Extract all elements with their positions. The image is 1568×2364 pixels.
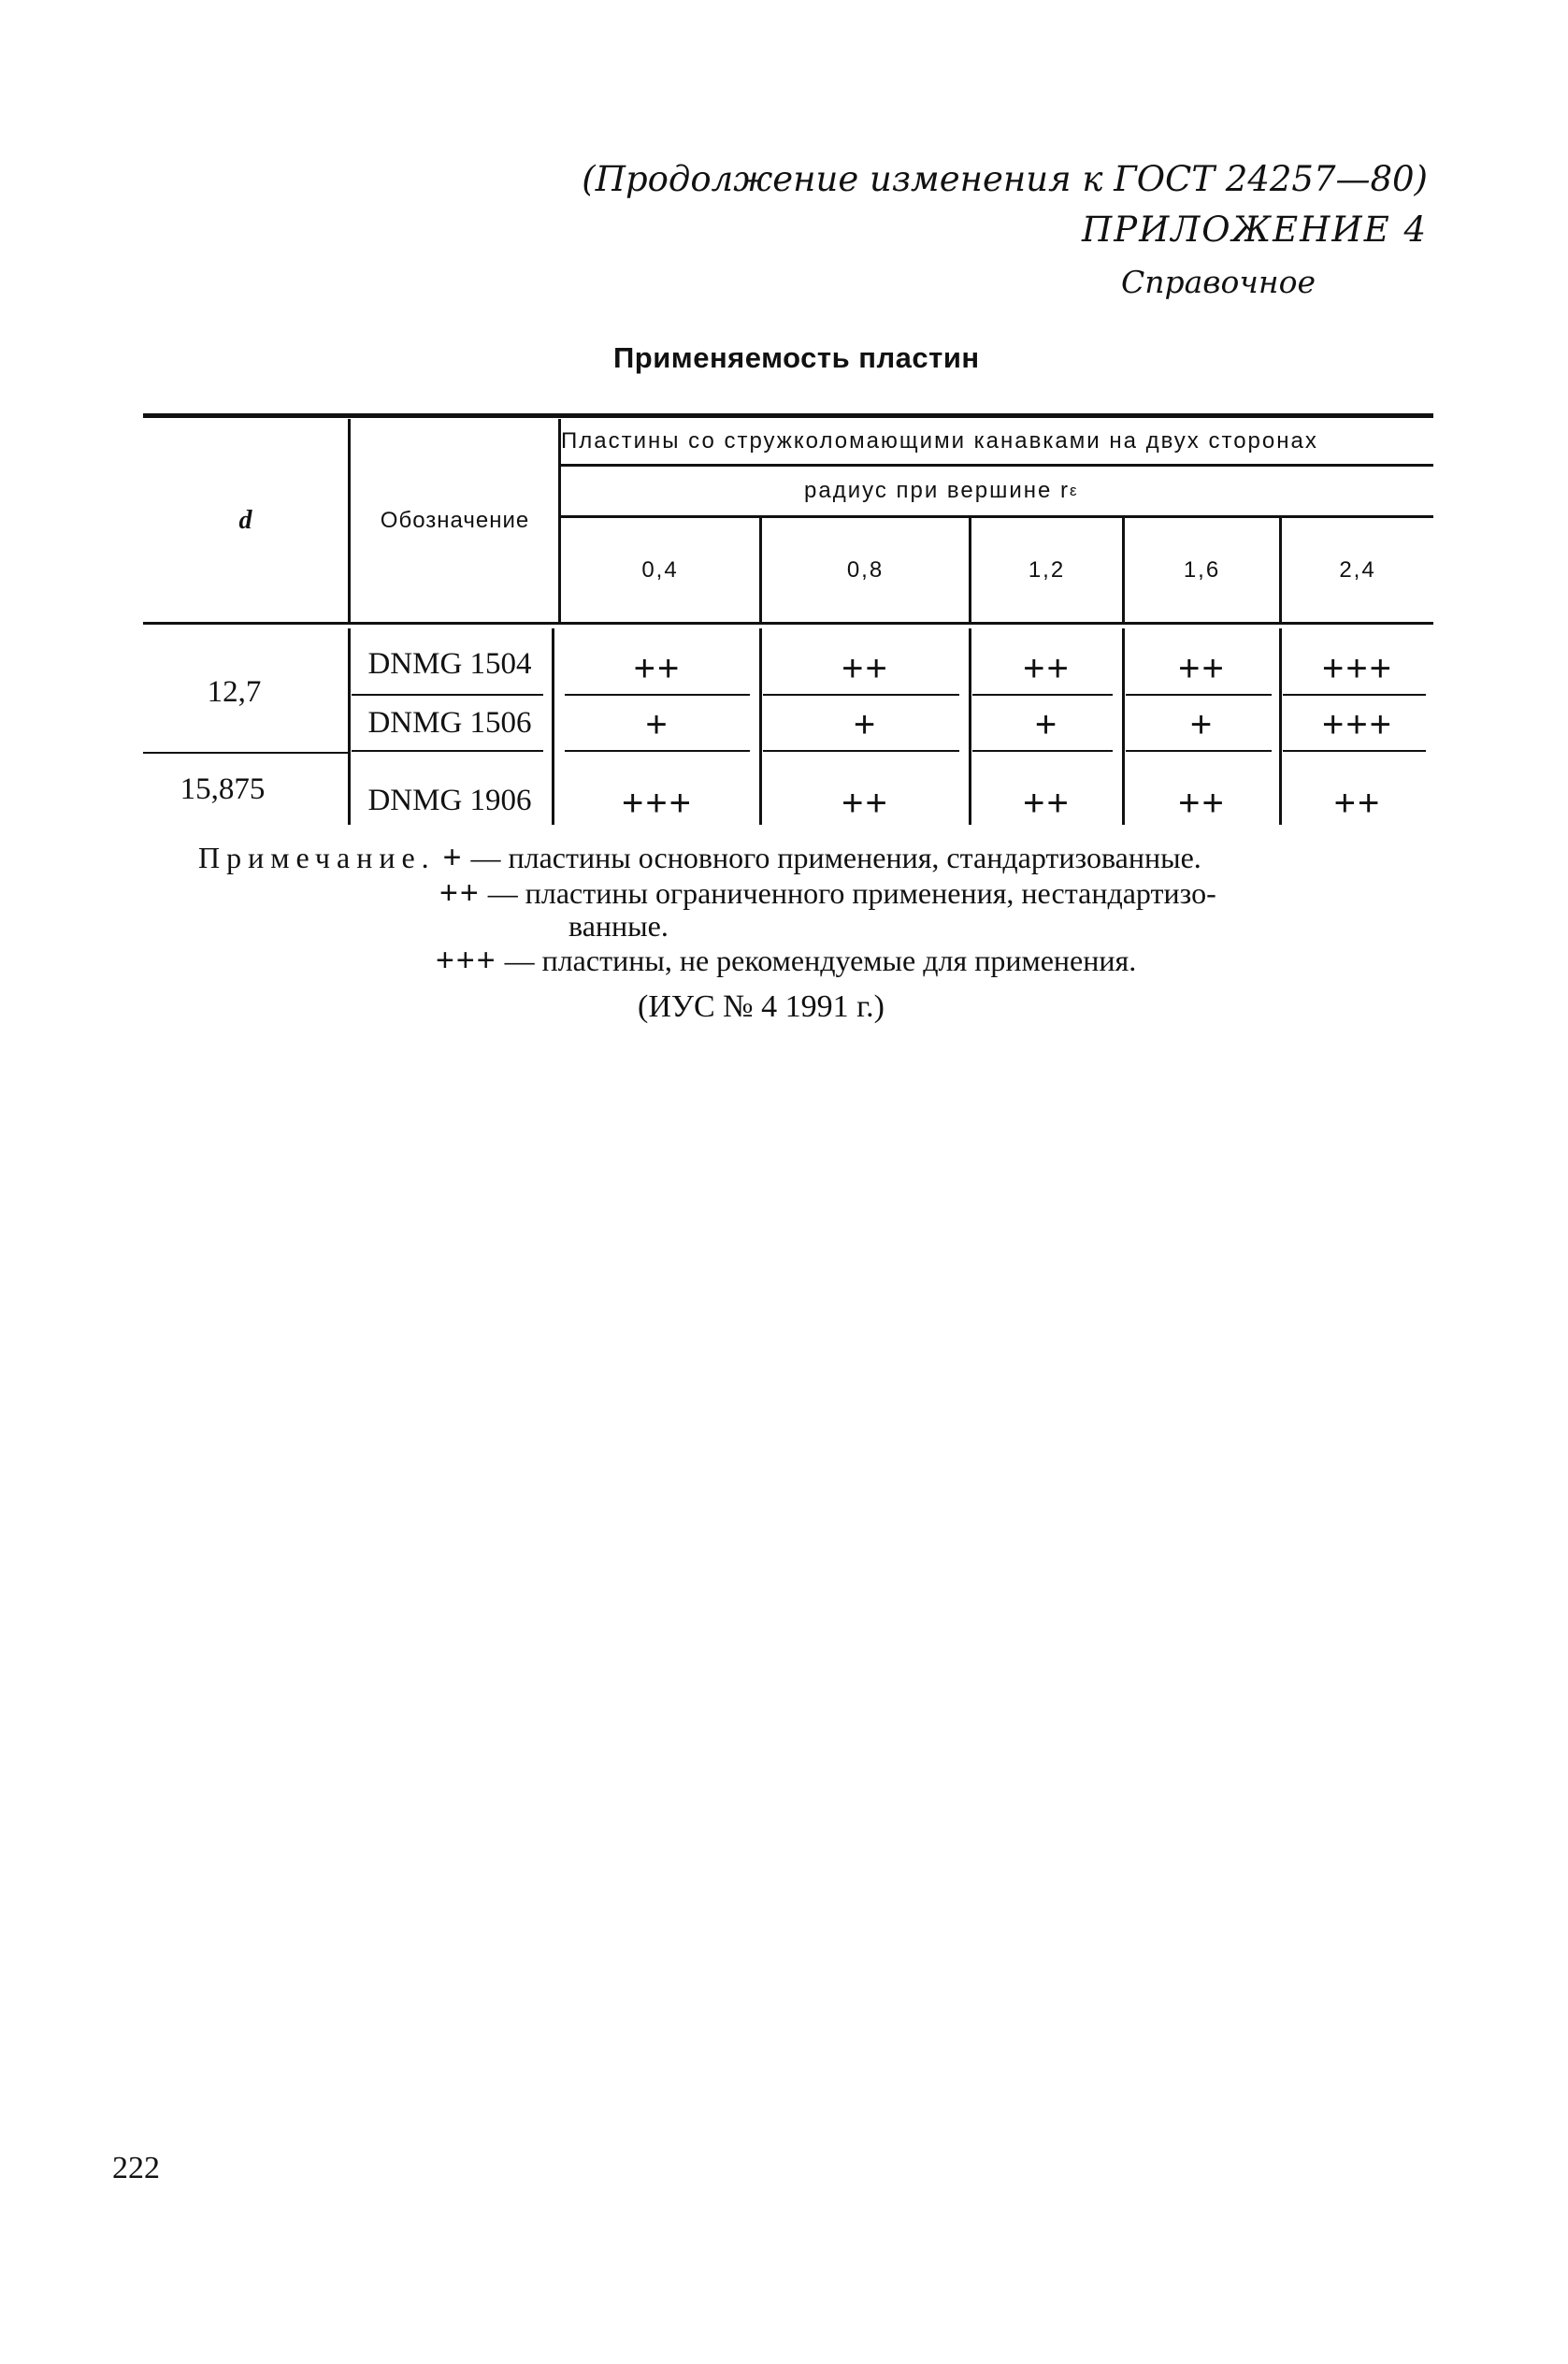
- mark-r3-c2: ++: [842, 782, 889, 824]
- note-line-1: [198, 840, 1201, 876]
- mark-r1-c1: ++: [633, 647, 682, 689]
- page-number: 222: [112, 2151, 160, 2185]
- radius-subscript: ε: [1070, 482, 1079, 499]
- mark-r2-c5: +++: [1321, 703, 1394, 745]
- mark-r2-c1: +: [645, 703, 669, 745]
- note-line-2: [439, 875, 1216, 912]
- mark-r2-c2: +: [853, 703, 878, 745]
- mark-r1-c3: ++: [1023, 647, 1071, 689]
- radius-col-2: 0,8: [846, 557, 885, 583]
- radius-header: [561, 467, 1459, 515]
- note-label: Примечание.: [198, 841, 436, 874]
- designation-row-1: DNMG 1504: [367, 646, 532, 681]
- designation-row-3: DNMG 1906: [367, 783, 532, 817]
- radius-col-3: 1,2: [1028, 557, 1066, 583]
- continuation-heading: (Продолжение изменения к ГОСТ 24257—80): [582, 159, 1428, 199]
- radius-label: радиус при вершине r: [804, 478, 1071, 503]
- table-title: Применяемость пластин: [613, 341, 980, 374]
- note-line-2-cont: ванные.: [568, 909, 669, 943]
- note-sym-1: +: [442, 840, 464, 875]
- note-source: (ИУС № 4 1991 г.): [638, 989, 885, 1024]
- mark-r1-c5: +++: [1321, 647, 1394, 689]
- mark-r1-c4: ++: [1178, 647, 1226, 689]
- note-line-3: [436, 943, 1136, 979]
- designation-row-2: DNMG 1506: [367, 705, 532, 740]
- mark-r3-c5: ++: [1333, 782, 1382, 824]
- radius-col-5: 2,4: [1339, 557, 1376, 583]
- mark-r2-c3: +: [1034, 703, 1059, 745]
- radius-col-1: 0,4: [641, 557, 679, 583]
- mark-r2-c4: +: [1189, 703, 1215, 745]
- note-text-2: — пластины ограниченного применения, нестандартизо-: [487, 876, 1216, 910]
- d-value-2: 15,875: [180, 771, 266, 806]
- d-value-1: 12,7: [207, 674, 262, 709]
- appendix-kind: Справочное: [1120, 264, 1316, 300]
- group-header: Пластины со стружколомающими канавками на двух сторонах: [561, 428, 1318, 454]
- appendix-heading: ПРИЛОЖЕНИЕ 4: [1081, 209, 1428, 250]
- mark-r3-c3: ++: [1023, 782, 1071, 824]
- note-text-1: — пластины основного применения, стандартизованные.: [470, 841, 1201, 874]
- note-text-3: — пластины, не рекомендуемые для применения.: [504, 944, 1137, 977]
- col-designation-header: Обозначение: [380, 508, 530, 533]
- note-sym-3: +++: [436, 943, 497, 978]
- radius-col-4: 1,6: [1183, 557, 1221, 583]
- mark-r3-c4: ++: [1178, 782, 1226, 824]
- note-sym-2: ++: [439, 875, 481, 911]
- mark-r3-c1: +++: [621, 782, 694, 824]
- col-d-header: d: [238, 506, 252, 535]
- mark-r1-c2: ++: [842, 647, 889, 689]
